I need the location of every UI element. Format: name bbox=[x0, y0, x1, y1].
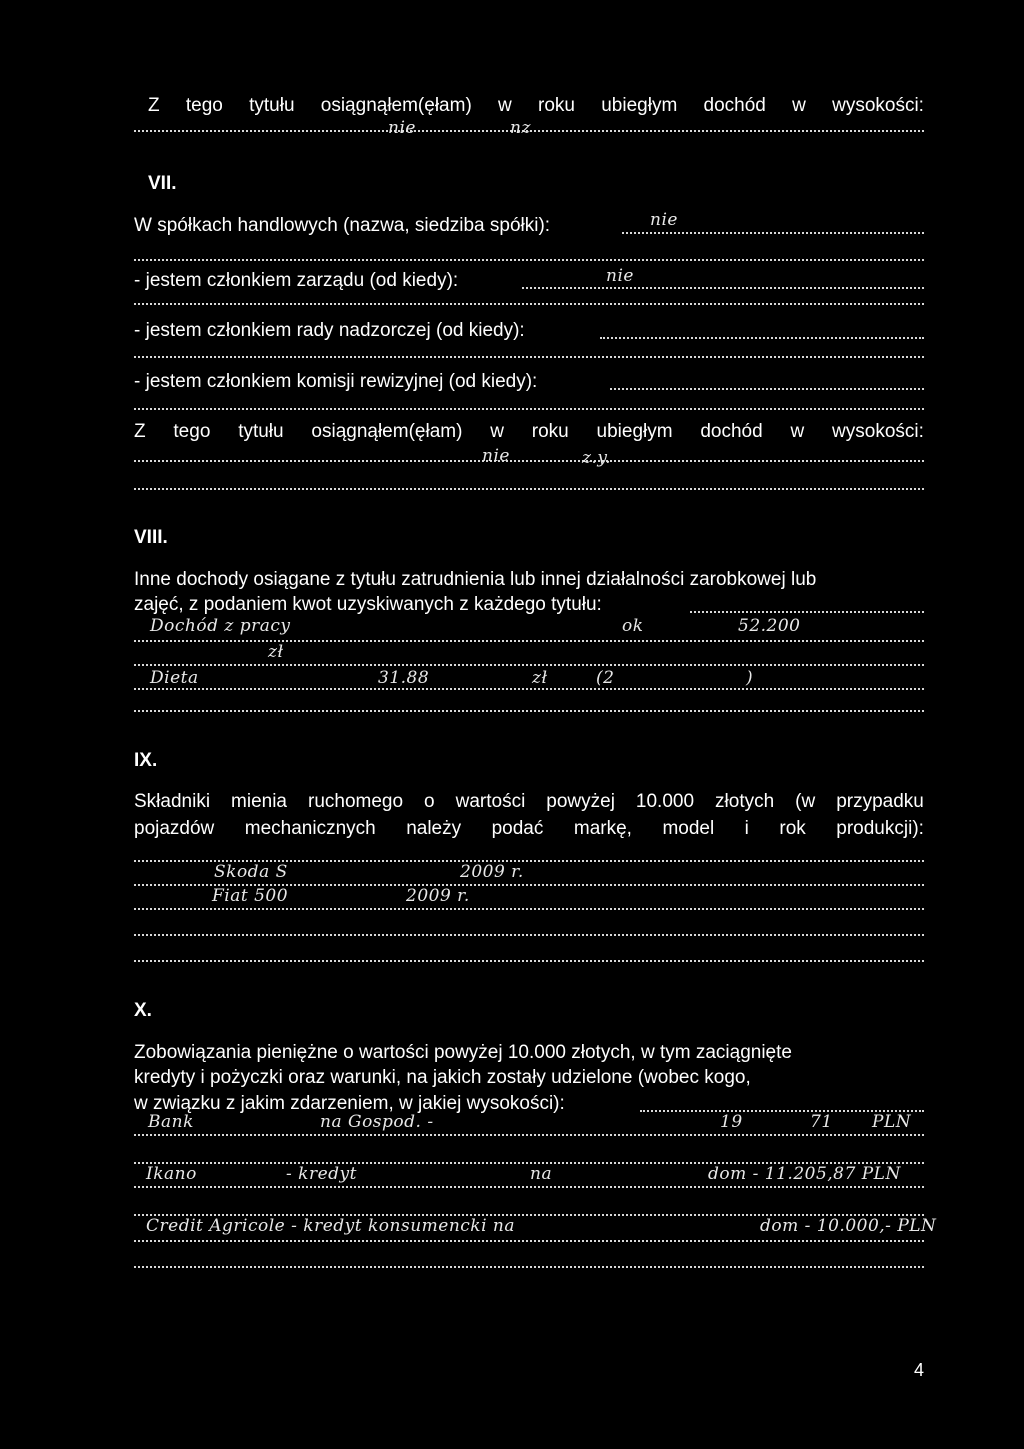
handwritten-liability-row2-d: dom - 11.205,87 PLN bbox=[708, 1164, 901, 1184]
page-number: 4 bbox=[914, 1360, 925, 1380]
movable-property-line-2 bbox=[134, 817, 924, 841]
text-word: roku bbox=[531, 421, 569, 442]
text-word: w bbox=[490, 421, 504, 442]
other-income-line-2: zajęć, z podaniem kwot uzyskiwanych z każdego tytułu: bbox=[134, 594, 602, 615]
handwritten-liability-row2-c: na bbox=[530, 1164, 553, 1184]
text-word: tytułu bbox=[249, 95, 295, 116]
text-word: należy bbox=[406, 818, 462, 839]
handwritten-income-top-1: nie bbox=[388, 118, 416, 138]
text-word: (w bbox=[795, 791, 816, 812]
dotted-line bbox=[134, 1236, 924, 1242]
other-income-line-1: Inne dochody osiągane z tytułu zatrudnienia lub innej działalności zarobkowej lub bbox=[134, 569, 817, 590]
income-statement-vii bbox=[134, 420, 924, 444]
handwritten-income-row3-d: (2 bbox=[596, 668, 615, 688]
dotted-line bbox=[134, 456, 924, 462]
text-word: złotych bbox=[715, 791, 775, 812]
handwritten-liability-row3-a: Credit Agricole - kredyt konsumencki na bbox=[146, 1216, 516, 1236]
text-word: przypadku bbox=[836, 791, 924, 812]
text-word: markę, bbox=[573, 818, 632, 839]
text-word: ubiegłym bbox=[601, 95, 678, 116]
dotted-line bbox=[134, 706, 924, 712]
text-word: i bbox=[744, 818, 749, 839]
dotted-line bbox=[690, 607, 924, 613]
text-word: o bbox=[424, 791, 435, 812]
dotted-line bbox=[134, 404, 924, 410]
handwritten-companies: nie bbox=[650, 210, 678, 230]
section-number-x: X. bbox=[134, 1000, 152, 1021]
handwritten-liability-row1-e: PLN bbox=[872, 1112, 912, 1132]
section-number-vii: VII. bbox=[148, 173, 177, 194]
handwritten-car1-year: 2009 r. bbox=[460, 862, 524, 882]
handwritten-income-row3-c: zł bbox=[532, 668, 548, 688]
dotted-line bbox=[134, 956, 924, 962]
text-word: wysokości: bbox=[832, 421, 924, 442]
board-label: - jestem członkiem zarządu (od kiedy): bbox=[134, 270, 459, 291]
text-word: Z bbox=[148, 95, 160, 116]
handwritten-income-row3-b: 31.88 bbox=[378, 668, 430, 688]
dotted-line bbox=[134, 1130, 924, 1136]
handwritten-income-row1-c: 52.200 bbox=[738, 616, 801, 636]
handwritten-liability-row1-c: 19 bbox=[720, 1112, 743, 1132]
dotted-line bbox=[134, 1262, 924, 1268]
audit-committee-label: - jestem członkiem komisji rewizyjnej (od kiedy): bbox=[134, 371, 538, 392]
handwritten-liability-row1-b: na Gospod. - bbox=[320, 1112, 434, 1132]
text-word: tego bbox=[173, 421, 211, 442]
text-word: podać bbox=[491, 818, 544, 839]
handwritten-car2-year: 2009 r. bbox=[406, 886, 470, 906]
liabilities-line-1: Zobowiązania pieniężne o wartości powyżej 10.000 złotych, w tym zaciągnięte bbox=[134, 1042, 792, 1063]
handwritten-board: nie bbox=[606, 266, 634, 286]
text-word: w bbox=[792, 95, 806, 116]
text-word: osiągnąłem(ęłam) bbox=[311, 421, 463, 442]
text-word: w bbox=[498, 95, 512, 116]
dotted-line bbox=[522, 283, 924, 289]
dotted-line bbox=[134, 484, 924, 490]
liabilities-line-3: w związku z jakim zdarzeniem, w jakiej wysokości): bbox=[134, 1093, 565, 1114]
movable-property-line-1 bbox=[134, 790, 924, 814]
text-word: pojazdów bbox=[134, 818, 215, 839]
handwritten-liability-row2-a: Ikano bbox=[146, 1164, 197, 1184]
handwritten-liability-row1-d: 71 bbox=[810, 1112, 833, 1132]
text-word: produkcji): bbox=[836, 818, 924, 839]
income-statement-top bbox=[148, 94, 924, 118]
section-number-ix: IX. bbox=[134, 750, 158, 771]
handwritten-liability-row3-b: dom - 10.000,- PLN bbox=[760, 1216, 937, 1236]
text-word: powyżej bbox=[546, 791, 615, 812]
text-word: dochód bbox=[700, 421, 763, 442]
handwritten-income-vii-2: z.y. bbox=[582, 448, 612, 468]
text-word: roku bbox=[538, 95, 575, 116]
liabilities-line-2: kredyty i pożyczki oraz warunki, na jakich zostały udzielone (wobec kogo, bbox=[134, 1067, 751, 1088]
text-word: rok bbox=[779, 818, 806, 839]
handwritten-liability-row1-a: Bank bbox=[148, 1112, 194, 1132]
dotted-line bbox=[600, 333, 924, 339]
dotted-line bbox=[134, 299, 924, 305]
dotted-line bbox=[134, 660, 924, 666]
handwritten-income-row3-a: Dieta bbox=[150, 668, 199, 688]
text-word: mechanicznych bbox=[244, 818, 376, 839]
handwritten-liability-row2-b: - kredyt bbox=[286, 1164, 357, 1184]
companies-label: W spółkach handlowych (nazwa, siedziba spółki): bbox=[134, 215, 551, 236]
text-word: model bbox=[662, 818, 715, 839]
handwritten-car2-name: Fiat 500 bbox=[212, 886, 289, 906]
dotted-line bbox=[134, 636, 924, 642]
text-word: tytułu bbox=[238, 421, 284, 442]
handwritten-income-top-2: nz bbox=[510, 118, 531, 138]
supervisory-board-label: - jestem członkiem rady nadzorczej (od kiedy): bbox=[134, 320, 525, 341]
dotted-line bbox=[134, 255, 924, 261]
text-word: osiągnąłem(ęłam) bbox=[320, 95, 472, 116]
text-word: tego bbox=[185, 95, 223, 116]
text-word: w bbox=[790, 421, 805, 442]
text-word: Składniki bbox=[134, 791, 211, 812]
text-word: ruchomego bbox=[308, 791, 404, 812]
dotted-line bbox=[610, 384, 924, 390]
text-word: mienia bbox=[231, 791, 288, 812]
section-number-viii: VIII. bbox=[134, 527, 168, 548]
handwritten-income-row2-a: zł bbox=[268, 642, 284, 662]
handwritten-income-vii-1: nie bbox=[482, 446, 510, 466]
text-word: dochód bbox=[703, 95, 766, 116]
text-word: Z bbox=[134, 421, 146, 442]
handwritten-income-row3-e: ) bbox=[746, 668, 754, 688]
dotted-line bbox=[134, 352, 924, 358]
handwritten-income-row1-b: ok bbox=[622, 616, 644, 636]
text-word: ubiegłym bbox=[596, 421, 673, 442]
text-word: 10.000 bbox=[635, 791, 695, 812]
handwritten-car1-name: Skoda S bbox=[214, 862, 288, 882]
dotted-line bbox=[134, 684, 924, 690]
text-word: wysokości: bbox=[832, 95, 924, 116]
text-word: wartości bbox=[455, 791, 526, 812]
dotted-line bbox=[134, 930, 924, 936]
handwritten-income-row1-a: Dochód z pracy bbox=[150, 616, 291, 636]
